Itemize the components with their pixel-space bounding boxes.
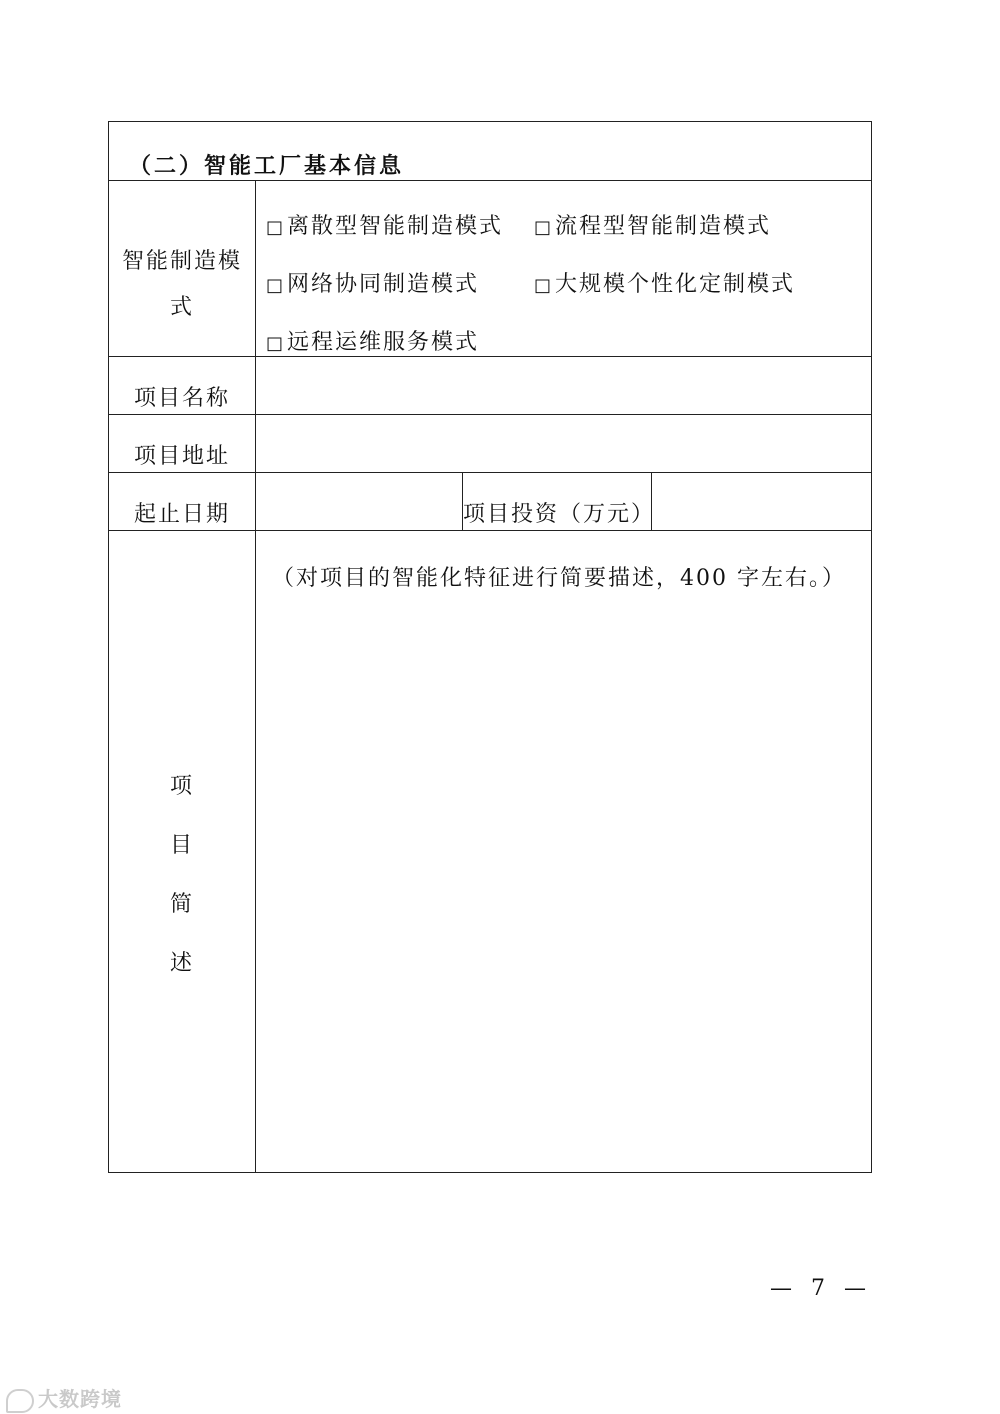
investment-label-cell: [463, 473, 656, 531]
summary-label-char: 简: [169, 892, 194, 917]
mode-option-label: 离散型智能制造模式: [287, 214, 504, 239]
checkbox-icon[interactable]: □: [266, 275, 286, 296]
project-name-label: 项目名称: [133, 386, 230, 411]
mode-label-line1: 智能制造模: [121, 249, 242, 274]
mode-options-cell: [256, 181, 872, 357]
mode-label-line2: 式: [169, 295, 194, 320]
project-address-label-cell: [109, 415, 256, 473]
mode-option-label: 网络协同制造模式: [287, 272, 480, 297]
summary-hint: （对项目的智能化特征进行简要描述，400 字左右。）: [272, 566, 846, 591]
mode-option-label: 远程运维服务模式: [287, 330, 480, 355]
page-number: — 7 —: [770, 1276, 872, 1301]
investment-field[interactable]: [652, 473, 872, 531]
mode-label-cell: [109, 181, 256, 357]
project-address-field[interactable]: [256, 415, 872, 473]
summary-label-cell: [109, 531, 256, 1173]
section-title: （二）智能工厂基本信息: [129, 154, 405, 179]
dates-field[interactable]: [256, 473, 463, 531]
project-name-field[interactable]: [256, 357, 872, 415]
watermark-logo-icon: [6, 1389, 34, 1413]
mode-option-network[interactable]: [266, 267, 479, 298]
summary-label-char: 项: [169, 774, 194, 799]
mode-option-process[interactable]: [534, 209, 771, 240]
mode-option-label: 大规模个性化定制模式: [555, 272, 796, 297]
dates-label-cell: [109, 473, 256, 531]
watermark: [6, 1383, 122, 1413]
summary-label-char: 目: [169, 833, 194, 858]
checkbox-icon[interactable]: □: [534, 275, 554, 296]
summary-label-char: 述: [169, 951, 194, 976]
summary-field[interactable]: [256, 531, 872, 1173]
mode-option-discrete[interactable]: [266, 209, 503, 240]
checkbox-icon[interactable]: □: [534, 217, 554, 238]
mode-option-remote[interactable]: [266, 325, 479, 356]
mode-option-customization[interactable]: [534, 267, 795, 298]
dates-label: 起止日期: [133, 502, 230, 527]
checkbox-icon[interactable]: □: [266, 217, 286, 238]
section-title-cell: [109, 122, 872, 181]
checkbox-icon[interactable]: □: [266, 333, 286, 354]
mode-option-label: 流程型智能制造模式: [555, 214, 772, 239]
watermark-text: 大数跨境: [38, 1387, 122, 1411]
factory-info-table: [108, 121, 872, 1173]
project-address-label: 项目地址: [133, 444, 230, 469]
project-name-label-cell: [109, 357, 256, 415]
investment-label: 项目投资（万元）: [463, 502, 656, 527]
